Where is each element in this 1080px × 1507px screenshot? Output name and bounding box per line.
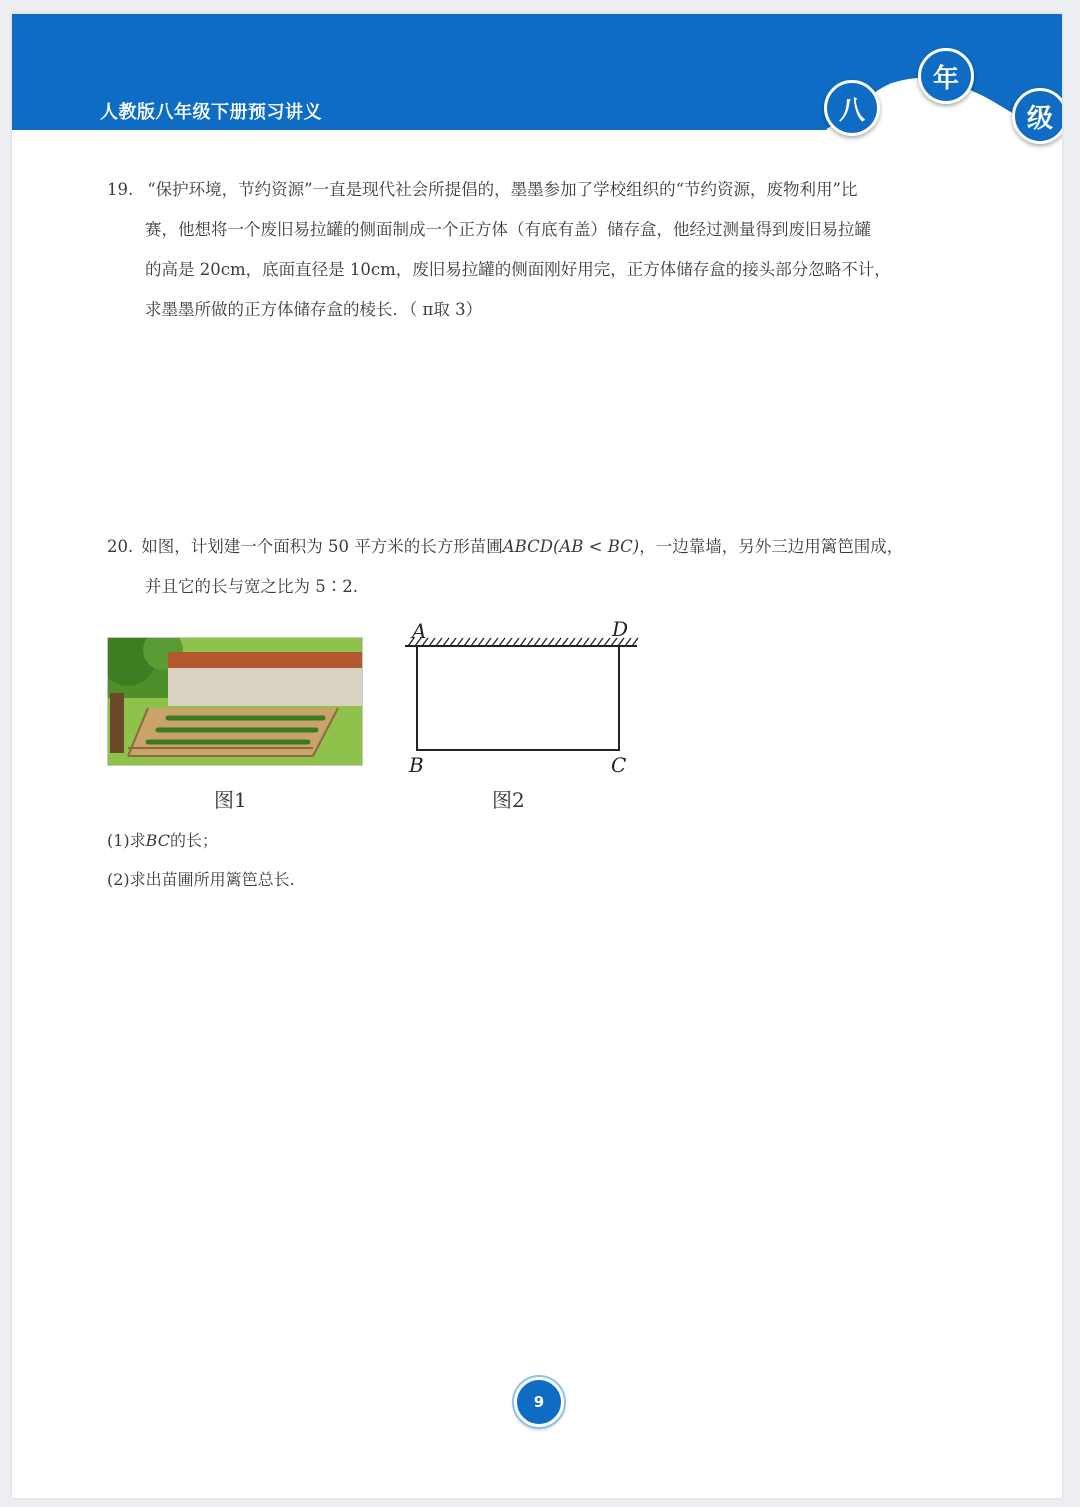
header-title: 人教版八年级下册预习讲义 [100,102,322,123]
question-text: 如图，计划建一个面积为 50 平方米的长方形苗圃 [141,537,503,556]
question-text: ，一边靠墙，另外三边用篱笆围成， [639,537,904,556]
sub-question-text: (1)求 [107,831,146,850]
rectangle-diagram [400,614,660,784]
garden-illustration [107,637,363,766]
question-number: 19. [107,180,134,199]
figure-1-caption: 图1 [214,788,247,812]
question-number: 20. [107,537,134,556]
sub-question-1 [107,828,218,851]
sub-question-2: (2)求出苗圃所用篱笆总长. [107,870,295,889]
sub-question-text: 的长； [169,831,218,850]
point-a-label: A [412,619,427,643]
grade-badge-ba: 八 [824,80,880,136]
question-text-line: 求墨墨所做的正方体储存盒的棱长．（ π取 3） [145,300,483,319]
figure-2-caption: 图2 [492,788,525,812]
point-b-label: B [409,753,424,777]
question-text-line: “保护环境，节约资源”一直是现代社会所提倡的，墨墨参加了学校组织的“节约资源，废物利用”比 [147,180,858,199]
point-d-label: D [612,617,629,641]
question-20 [107,527,903,607]
grade-badge-nian: 年 [918,48,974,104]
math-expression: BC [145,831,170,850]
worksheet-page [12,14,1062,1498]
page-header [12,14,1062,134]
question-text-line: 并且它的长与宽之比为 5∶2. [145,577,358,596]
question-19 [107,170,891,330]
page-number: 9 [514,1377,564,1427]
question-text-line: 赛，他想将一个废旧易拉罐的侧面制成一个正方体（有底有盖）储存盒，他经过测量得到废旧易拉罐 [145,220,871,239]
grade-badge-ji: 级 [1012,88,1062,144]
math-expression: ABCD(AB < BC) [502,537,640,556]
question-text-line: 的高是 20cm，底面直径是 10cm，废旧易拉罐的侧面刚好用完，正方体储存盒的接头部分忽略不计， [145,260,891,279]
point-c-label: C [611,753,627,777]
